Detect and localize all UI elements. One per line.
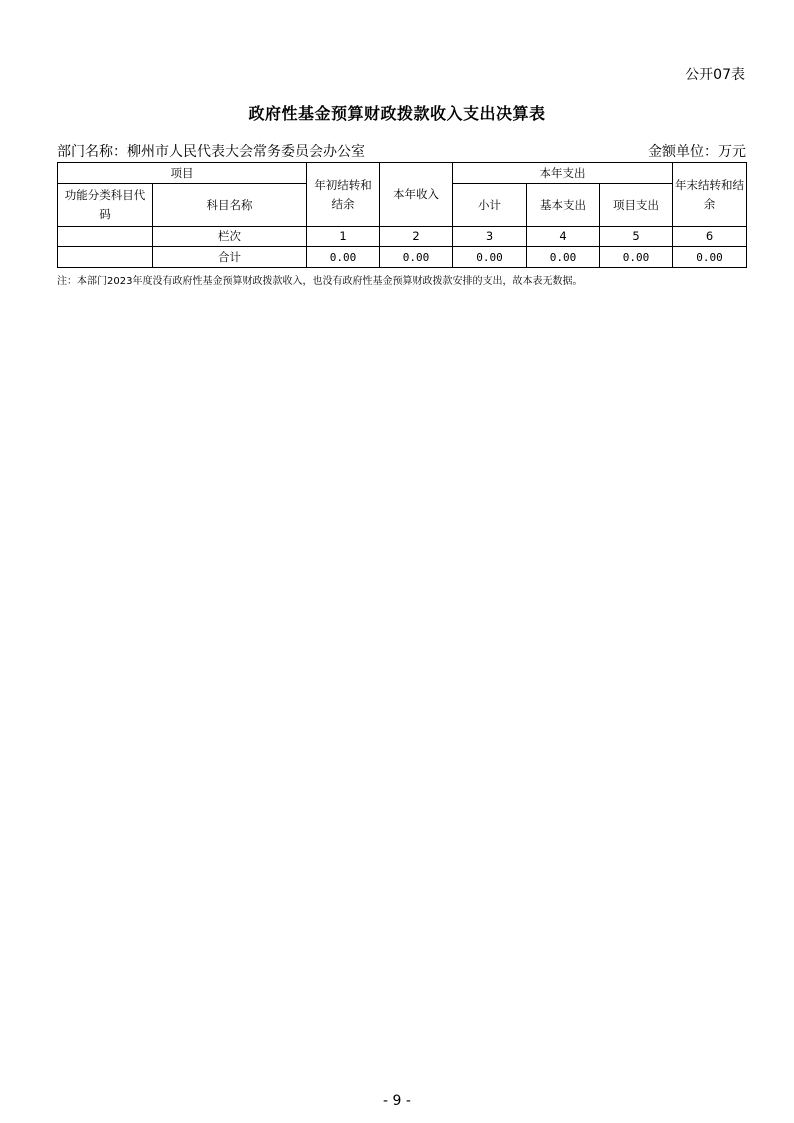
header-subtotal: 小计 — [453, 184, 527, 227]
header-end-balance: 年末结转和结余 — [673, 163, 747, 227]
total-value: 0.00 — [453, 247, 527, 268]
header-subject-name: 科目名称 — [153, 184, 307, 227]
total-value: 0.00 — [380, 247, 453, 268]
total-value: 0.00 — [527, 247, 600, 268]
meta-row — [57, 141, 746, 161]
header-row-1 — [58, 163, 747, 184]
header-expenditure: 本年支出 — [453, 163, 673, 184]
header-project: 项目 — [58, 163, 307, 184]
total-value: 0.00 — [307, 247, 380, 268]
total-row-label: 合计 — [153, 247, 307, 268]
column-number: 3 — [453, 227, 527, 247]
header-project-exp: 项目支出 — [600, 184, 673, 227]
total-row — [58, 247, 747, 268]
column-number: 1 — [307, 227, 380, 247]
header-begin-balance: 年初结转和结余 — [307, 163, 380, 227]
table-cell — [58, 227, 153, 247]
header-func-code: 功能分类科目代码 — [58, 184, 153, 227]
page-title: 政府性基金预算财政拨款收入支出决算表 — [248, 104, 546, 123]
header-basic: 基本支出 — [527, 184, 600, 227]
column-row-label: 栏次 — [153, 227, 307, 247]
column-number: 2 — [380, 227, 453, 247]
form-code: 公开07表 — [685, 67, 745, 83]
budget-table — [57, 162, 747, 268]
page-number: - 9 - — [383, 1093, 411, 1109]
column-number-row — [58, 227, 747, 247]
amount-unit: 金额单位：万元 — [648, 144, 746, 160]
column-number: 5 — [600, 227, 673, 247]
table-cell — [58, 247, 153, 268]
header-income: 本年收入 — [380, 163, 453, 227]
department-name: 部门名称：柳州市人民代表大会常务委员会办公室 — [57, 144, 365, 160]
total-value: 0.00 — [673, 247, 747, 268]
table-note: 注：本部门2023年度没有政府性基金预算财政拨款收入，也没有政府性基金预算财政拨款安排的支出，故本表无数据。 — [57, 276, 583, 287]
total-value: 0.00 — [600, 247, 673, 268]
column-number: 4 — [527, 227, 600, 247]
column-number: 6 — [673, 227, 747, 247]
